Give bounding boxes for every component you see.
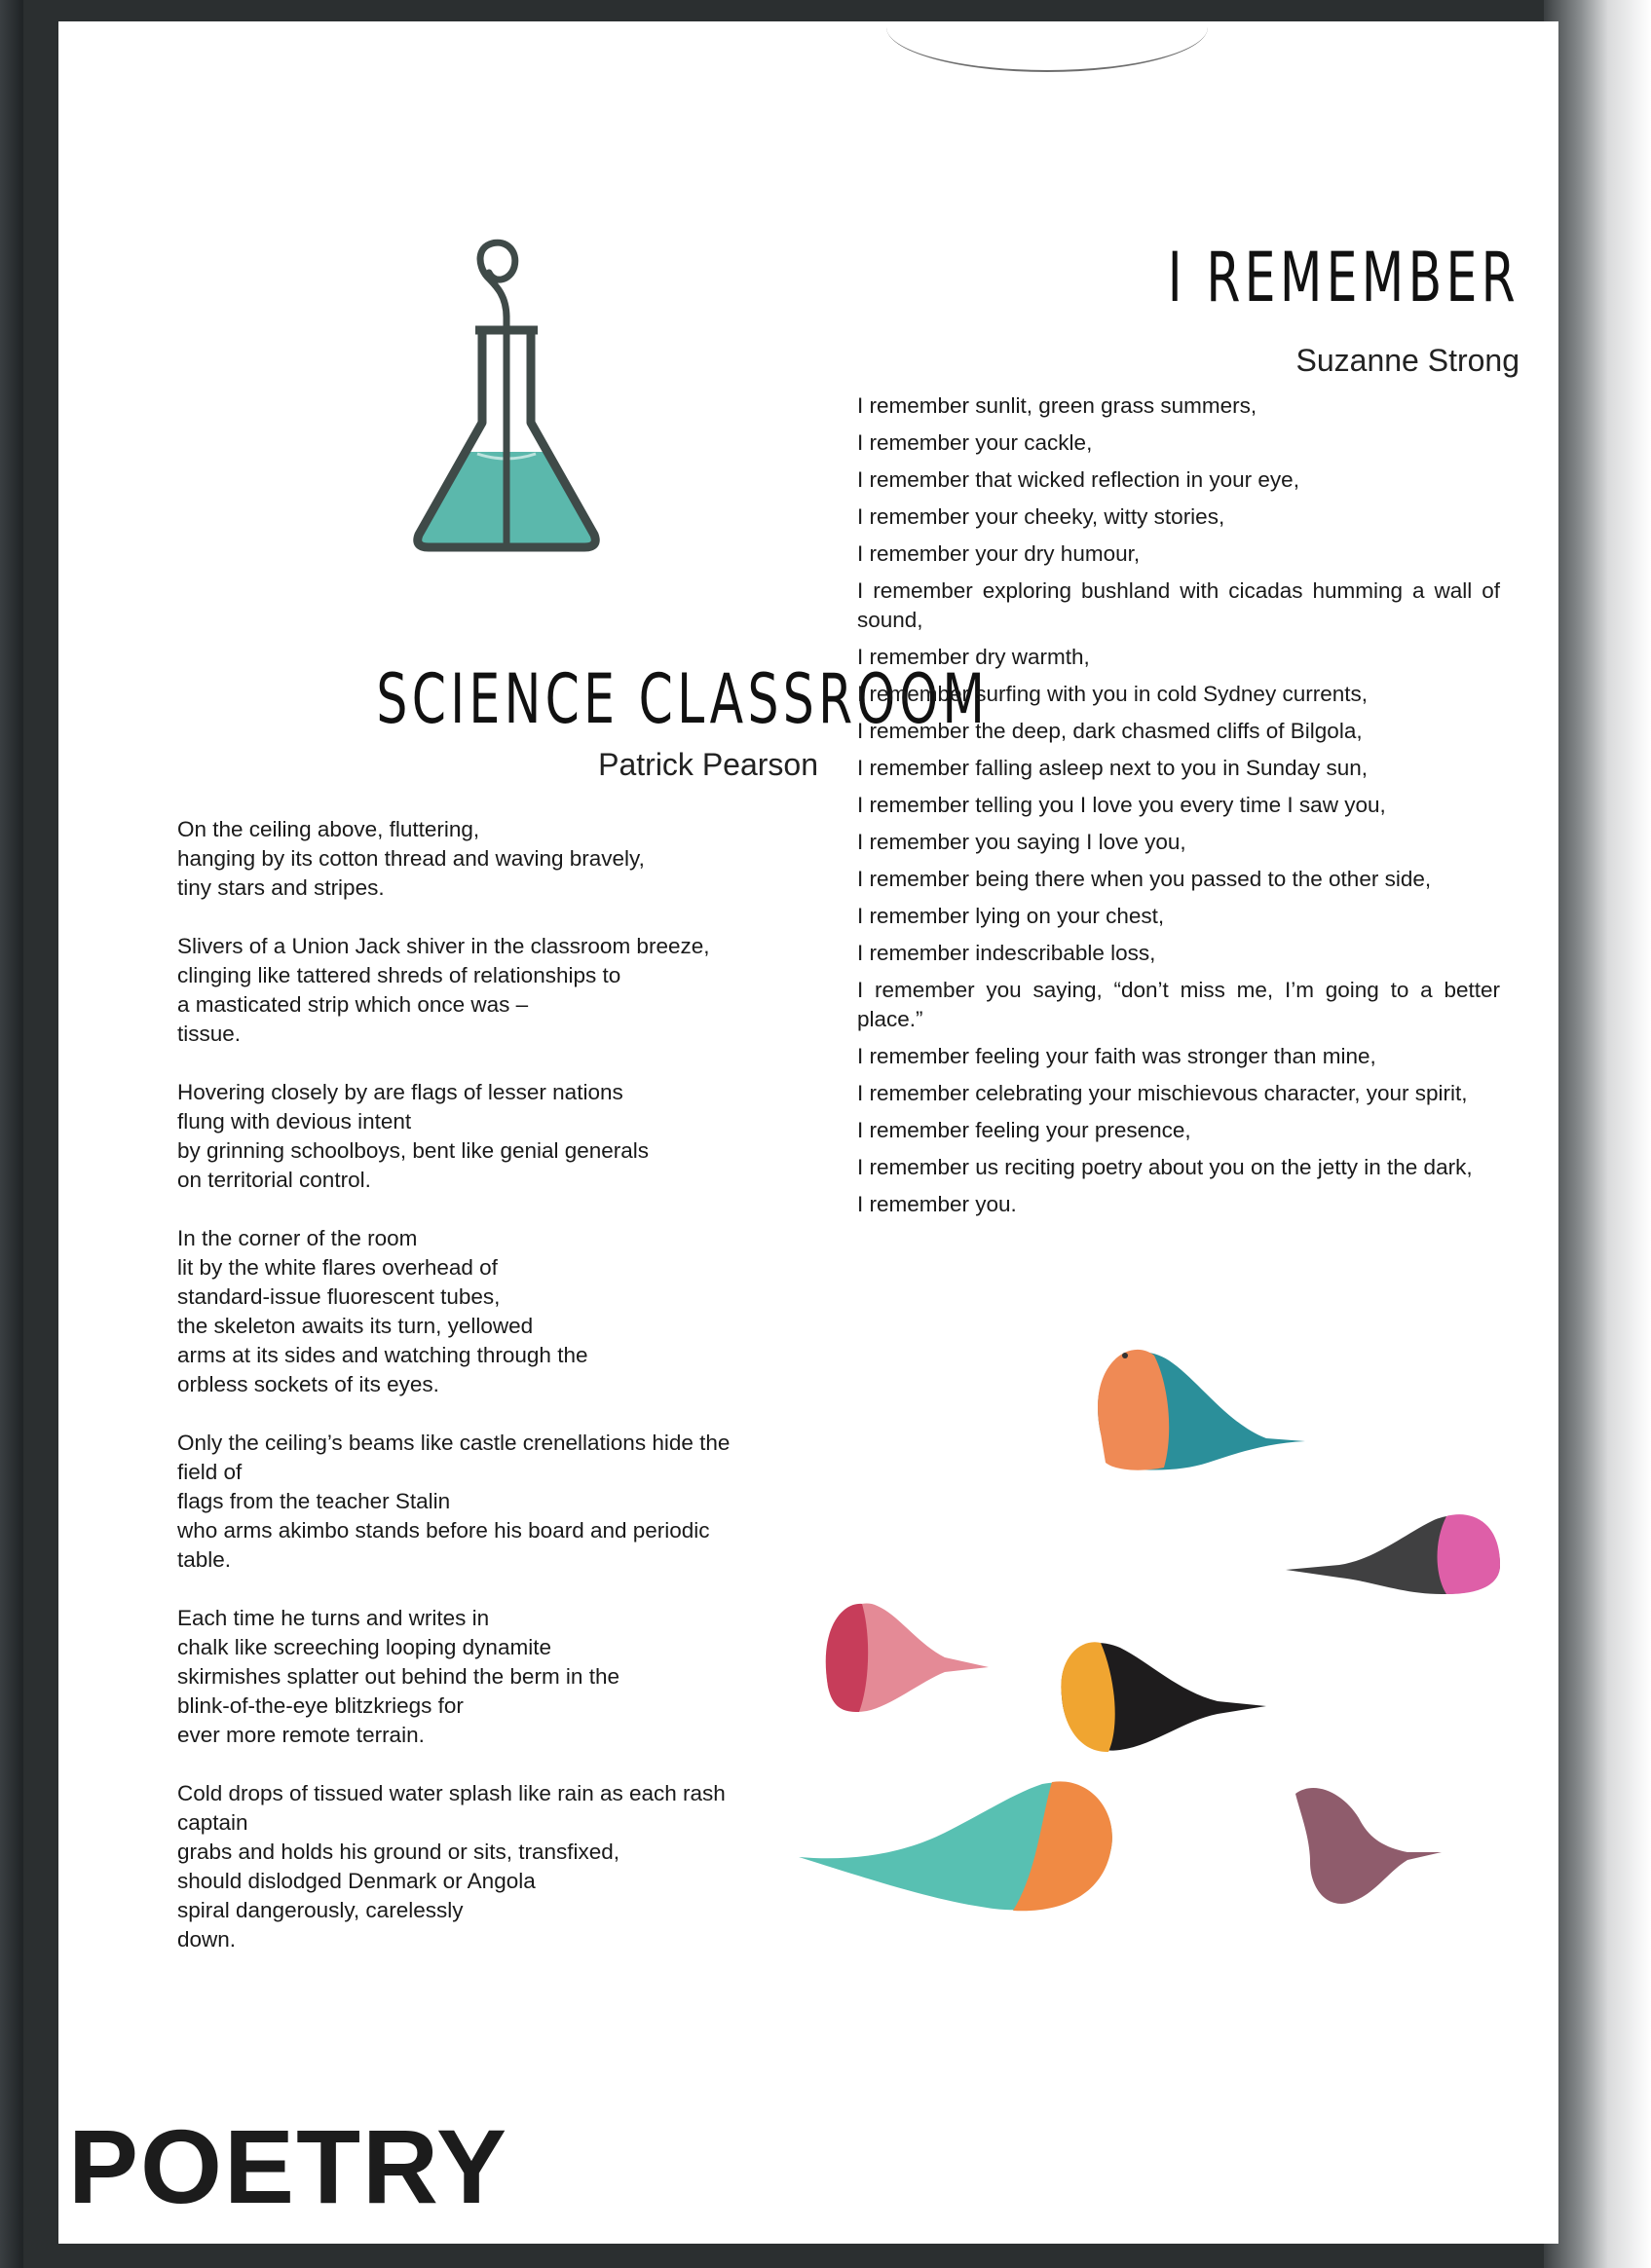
- science-poem-title: SCIENCE CLASSROOM: [376, 659, 990, 739]
- poem-line: I remember us reciting poetry about you on the jetty in the dark,: [857, 1155, 1473, 1179]
- poem-line: I remember falling asleep next to you in Sunday sun,: [857, 756, 1369, 780]
- poem-line: a masticated strip which once was –: [177, 992, 529, 1017]
- science-poem-body: [177, 815, 820, 1984]
- poem-line: table.: [177, 1547, 232, 1572]
- poem-line: Slivers of a Union Jack shiver in the classroom breeze,: [177, 934, 710, 958]
- birds-illustration: [799, 1326, 1520, 2027]
- poem-line: flung with devious intent: [177, 1109, 412, 1134]
- stanza: [177, 1779, 820, 1954]
- poem-line: I remember your cackle,: [857, 430, 1093, 455]
- remember-poem-body: [857, 391, 1500, 1227]
- poem-line: I remember telling you I love you every time I saw you,: [857, 793, 1386, 817]
- stanza: [177, 932, 820, 1049]
- poem-line: flags from the teacher Stalin: [177, 1489, 451, 1513]
- poem-line: Hovering closely by are flags of lesser nations: [177, 1080, 623, 1104]
- poem-line: On the ceiling above, fluttering,: [177, 817, 480, 841]
- poem-line: I remember that wicked reflection in your eye,: [857, 467, 1299, 492]
- poem-line: tiny stars and stripes.: [177, 875, 385, 900]
- bird-icon: [826, 1603, 989, 1712]
- poem-line: I remember you.: [857, 1192, 1017, 1216]
- poem-line: I remember you saying, “don’t miss me, I’m going to a better place.”: [857, 978, 1500, 1031]
- poem-line: ever more remote terrain.: [177, 1723, 425, 1747]
- flask-icon: [409, 238, 604, 559]
- bird-icon: [1295, 1788, 1442, 1904]
- poem-line: I remember exploring bushland with cicadas humming a wall of sound,: [857, 578, 1500, 632]
- poem-line: lit by the white flares overhead of: [177, 1255, 498, 1280]
- poem-line: I remember indescribable loss,: [857, 941, 1156, 965]
- poem-line: should dislodged Denmark or Angola: [177, 1869, 536, 1893]
- poem-line: I remember your dry humour,: [857, 541, 1141, 566]
- poem-line: I remember celebrating your mischievous character, your spirit,: [857, 1081, 1468, 1105]
- poem-line: by grinning schoolboys, bent like genial generals: [177, 1138, 650, 1163]
- poem-line: I remember feeling your presence,: [857, 1118, 1191, 1142]
- remember-poem-author: Suzanne Strong: [1295, 343, 1520, 378]
- bird-icon: [1286, 1514, 1500, 1594]
- poem-line: I remember lying on your chest,: [857, 904, 1165, 928]
- poem-line: who arms akimbo stands before his board and periodic: [177, 1518, 710, 1543]
- poem-line: down.: [177, 1927, 237, 1952]
- stanza: [177, 1078, 820, 1195]
- poem-line: chalk like screeching looping dynamite: [177, 1635, 551, 1659]
- poem-line: tissue.: [177, 1022, 242, 1046]
- poem-line: I remember dry warmth,: [857, 645, 1090, 669]
- scan-left-edge: [0, 0, 23, 2268]
- poem-line: I remember surfing with you in cold Sydney currents,: [857, 682, 1368, 706]
- poem-line: the skeleton awaits its turn, yellowed: [177, 1314, 534, 1338]
- bird-icon: [1061, 1642, 1266, 1752]
- poem-line: hanging by its cotton thread and waving bravely,: [177, 846, 645, 871]
- stanza: [177, 1604, 820, 1750]
- poem-line: blink-of-the-eye blitzkriegs for: [177, 1693, 464, 1718]
- poem-line: orbless sockets of its eyes.: [177, 1372, 439, 1396]
- stanza: [177, 815, 820, 903]
- poem-line: skirmishes splatter out behind the berm in the: [177, 1664, 619, 1689]
- poem-line: I remember you saying I love you,: [857, 830, 1186, 854]
- page-curl-shadow: [886, 21, 1208, 72]
- poem-line: captain: [177, 1810, 248, 1835]
- poem-line: Cold drops of tissued water splash like rain as each rash: [177, 1781, 726, 1805]
- stanza: [177, 1429, 820, 1575]
- scan-right-edge: [1544, 0, 1651, 2268]
- poem-line: Each time he turns and writes in: [177, 1606, 490, 1630]
- poem-line: In the corner of the room: [177, 1226, 418, 1250]
- science-poem-author: Patrick Pearson: [598, 747, 818, 782]
- poem-line: on territorial control.: [177, 1168, 371, 1192]
- poem-line: spiral dangerously, carelessly: [177, 1898, 464, 1922]
- poem-line: Only the ceiling’s beams like castle crenellations hide the: [177, 1431, 731, 1455]
- poem-line: I remember your cheeky, witty stories,: [857, 504, 1225, 529]
- poem-line: standard-issue fluorescent tubes,: [177, 1284, 501, 1309]
- poem-line: I remember sunlit, green grass summers,: [857, 393, 1257, 418]
- poem-line: arms at its sides and watching through the: [177, 1343, 588, 1367]
- bird-icon: [799, 1781, 1112, 1911]
- poem-line: I remember being there when you passed to the other side,: [857, 867, 1432, 891]
- remember-poem-title: I REMEMBER: [1167, 238, 1520, 317]
- bird-icon: [1098, 1350, 1305, 1470]
- poem-line: clinging like tattered shreds of relationships to: [177, 963, 621, 987]
- poem-line: I remember the deep, dark chasmed cliffs of Bilgola,: [857, 719, 1363, 743]
- stanza: [177, 1224, 820, 1399]
- poem-line: I remember feeling your faith was stronger than mine,: [857, 1044, 1376, 1068]
- section-label: POETRY: [68, 2107, 509, 2225]
- poem-line: field of: [177, 1460, 243, 1484]
- magazine-page: [58, 21, 1558, 2244]
- poem-line: grabs and holds his ground or sits, transfixed,: [177, 1840, 619, 1864]
